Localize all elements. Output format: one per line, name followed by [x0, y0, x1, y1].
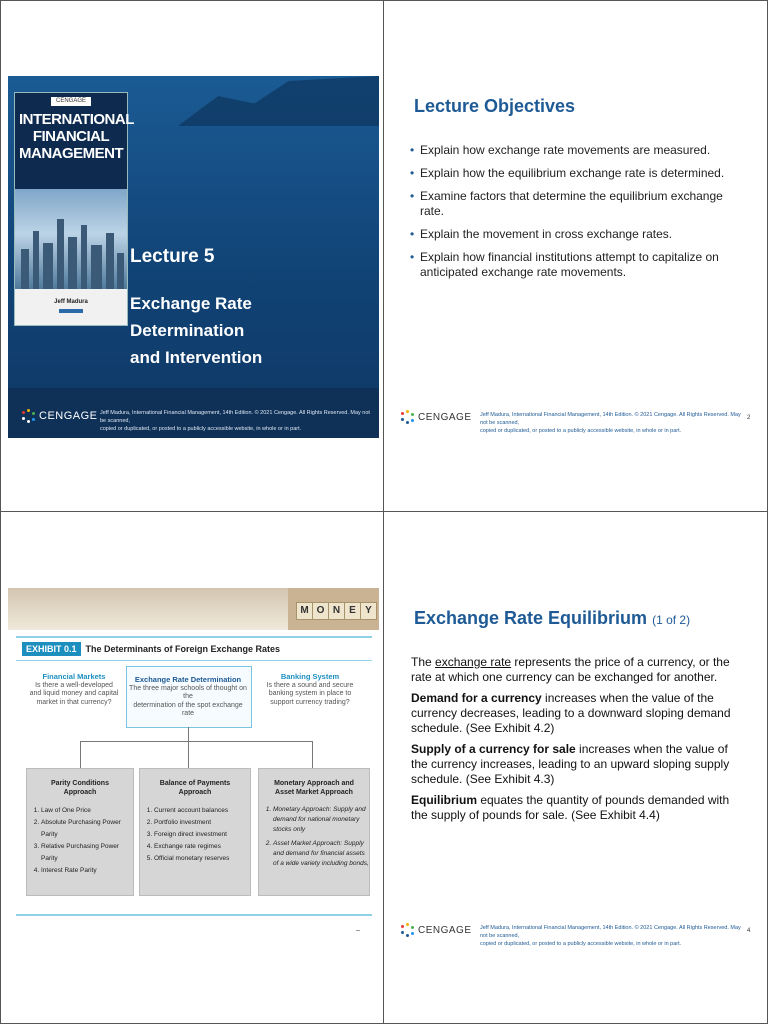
- list-item: 2. Portfolio investment: [154, 817, 250, 829]
- slide-2-title: Lecture Objectives: [414, 96, 576, 116]
- page-number: 2: [747, 415, 751, 421]
- paragraph: [411, 793, 746, 823]
- financial-markets-block: [26, 673, 122, 707]
- lecture-title-line: Exchange Rate Determination: [130, 294, 252, 340]
- cover-title-line: MANAGEMENT: [19, 145, 124, 162]
- cengage-logo: [22, 409, 98, 423]
- list-item: • Explain how the equilibrium exchange rate is determined.: [410, 166, 750, 181]
- list-item: 3. Relative Purchasing Power Parity: [41, 841, 133, 865]
- box-heading-line: Approach: [63, 789, 97, 796]
- lecture-number: Lecture 5: [130, 246, 215, 267]
- banking-system-block: [258, 673, 362, 707]
- block-heading: Banking System: [280, 672, 340, 681]
- list-item: • Explain the movement in cross exchange rates.: [410, 227, 750, 242]
- term-demand: Demand for a currency: [411, 691, 542, 705]
- slide-4-body: [411, 655, 746, 829]
- box-heading-line: Monetary Approach and: [274, 780, 354, 787]
- block-text-line: banking system in place to: [268, 690, 352, 697]
- slide-4-title-text: Exchange Rate Equilibrium: [414, 608, 648, 628]
- money-tile: E: [344, 602, 361, 620]
- lecture-title: [130, 290, 360, 371]
- slide-4-title-suffix: (1 of 2): [652, 613, 691, 627]
- copyright-line: Jeff Madura, International Financial Management, 14th Edition. © 2021 Cengage. All Rights Reserved. May not be scanned,: [480, 925, 741, 939]
- list-item: 1. Law of One Price: [41, 805, 133, 817]
- box-heading: [140, 779, 250, 797]
- monetary-asset-market-box: [258, 768, 370, 896]
- objectives-list: [410, 143, 750, 288]
- list-item: • Explain how financial institutions attempt to capitalize on anticipated exchange rate movements.: [410, 250, 750, 280]
- cengage-logo-text: CENGAGE: [418, 924, 472, 936]
- cover-publisher-logo: CENGAGE: [51, 97, 91, 106]
- paragraph-text: The: [411, 655, 436, 669]
- cengage-logo-icon: [401, 923, 415, 937]
- list-item: 3. Foreign direct investment: [154, 829, 250, 841]
- page-number: 4: [747, 928, 751, 934]
- money-tile: O: [312, 602, 329, 620]
- copyright-line: copied or duplicated, or posted to a publicly accessible website, in whole or in part.: [480, 428, 682, 434]
- cengage-logo: [401, 923, 472, 937]
- cover-title: [19, 111, 134, 162]
- header-photo: [8, 588, 288, 630]
- list-item: • Examine factors that determine the equilibrium exchange rate.: [410, 189, 750, 219]
- block-text-line: The three major schools of thought on the: [129, 684, 247, 700]
- exhibit-header: [22, 640, 280, 658]
- copyright-line: copied or duplicated, or posted to a publicly accessible website, in whole or in part.: [480, 941, 682, 947]
- cengage-logo: [401, 410, 472, 424]
- box-heading-line: Asset Market Approach: [275, 789, 353, 796]
- term-supply: Supply of a currency for sale: [411, 742, 576, 756]
- block-text-line: Is there a well-developed: [35, 681, 113, 689]
- exhibit-badge: EXHIBIT 0.1: [22, 642, 81, 656]
- horizontal-divider: [0, 511, 768, 512]
- exhibit-top-rule: [16, 636, 372, 638]
- paragraph: [411, 655, 746, 685]
- box-heading-line: Balance of Payments: [159, 780, 231, 787]
- cover-title-line: INTERNATIONAL: [19, 111, 134, 128]
- cengage-logo-icon: [22, 409, 36, 423]
- money-tile: Y: [360, 602, 377, 620]
- list-item: 4. Interest Rate Parity: [41, 865, 133, 877]
- list-item: • Explain how exchange rate movements are measured.: [410, 143, 750, 158]
- connector-line: [80, 741, 312, 742]
- cengage-logo-text: CENGAGE: [39, 410, 98, 422]
- block-text-line: determination of the spot exchange rate: [133, 701, 243, 717]
- exhibit-header-rule: [16, 660, 372, 661]
- paragraph: [411, 742, 746, 787]
- cover-author: Jeff Madura: [54, 299, 88, 305]
- term-exchange-rate: exchange rate: [435, 655, 512, 669]
- block-text-line: support currency trading?: [270, 698, 350, 706]
- paragraph-text: increases when the value of the currency decreases, leading to a downward sloping demand schedule. (See Exhibit 4.2): [411, 691, 731, 735]
- paragraph-text: represents the price of a currency, or the rate at which one currency can be exchanged for another.: [411, 655, 730, 684]
- box-heading: [259, 779, 369, 797]
- vertical-divider: [383, 0, 384, 1024]
- box-heading-line: Parity Conditions: [51, 780, 109, 787]
- box-list: [140, 805, 250, 865]
- cover-skyline-image: [15, 189, 127, 289]
- textbook-cover: [14, 92, 134, 326]
- parity-conditions-box: [26, 768, 134, 896]
- cover-title-line: FINANCIAL: [32, 128, 110, 145]
- block-heading: Exchange Rate Determination: [134, 675, 242, 684]
- list-item: 2. Absolute Purchasing Power Parity: [41, 817, 133, 841]
- cover-edition-badge: [59, 309, 83, 313]
- money-tile: M: [296, 602, 313, 620]
- slide-1-title: [8, 76, 379, 438]
- copyright-notice: [480, 924, 742, 948]
- paragraph-text: equates the quantity of pounds demanded with the supply of pounds for sale. (See Exhibit 4.4): [411, 793, 730, 822]
- slide-3-mark: [356, 930, 360, 931]
- money-tiles-photo: [288, 588, 379, 630]
- lecture-title-line: and Intervention: [130, 348, 263, 367]
- cengage-logo-icon: [401, 410, 415, 424]
- box-heading-line: Approach: [178, 789, 212, 796]
- copyright-notice: [100, 409, 370, 433]
- paragraph: [411, 691, 746, 736]
- list-item: 1. Monetary Approach: Supply and demand for national monetary stocks only: [273, 805, 369, 835]
- copyright-line: Jeff Madura, International Financial Management, 14th Edition. © 2021 Cengage. All Rights Reserved. May not be scanned,: [100, 410, 370, 424]
- list-item: 5. Official monetary reserves: [154, 853, 250, 865]
- cengage-logo-text: CENGAGE: [418, 411, 472, 423]
- connector-line: [80, 741, 81, 768]
- money-tile: N: [328, 602, 345, 620]
- block-text-line: market in that currency?: [36, 698, 112, 706]
- slide-3-exhibit: [8, 588, 379, 936]
- list-item: 4. Exchange rate regimes: [154, 841, 250, 853]
- copyright-line: Jeff Madura, International Financial Management, 14th Edition. © 2021 Cengage. All Rights Reserved. May not be scanned,: [480, 412, 741, 426]
- balance-of-payments-box: [139, 768, 251, 896]
- box-list: [27, 805, 133, 877]
- exhibit-bottom-rule: [16, 914, 372, 916]
- paragraph-text: increases when the value of the currency increases, leading to an upward sloping supply schedule. (See Exhibit 4.3): [411, 742, 730, 786]
- copyright-line: copied or duplicated, or posted to a publicly accessible website, in whole or in part.: [100, 426, 302, 432]
- list-item: 2. Asset Market Approach: Supply and demand for financial assets of a wide variety including bonds,: [273, 839, 369, 869]
- block-text-line: Is there a sound and secure: [266, 681, 354, 689]
- box-list: [259, 805, 369, 869]
- connector-line: [312, 741, 313, 768]
- cover-footer: [15, 289, 127, 325]
- exchange-rate-determination-block: [128, 676, 248, 719]
- term-equilibrium: Equilibrium: [411, 793, 477, 807]
- list-item: 1. Current account balances: [154, 805, 250, 817]
- exhibit-title: The Determinants of Foreign Exchange Rates: [85, 644, 281, 654]
- connector-line: [188, 727, 189, 741]
- connector-line: [188, 741, 189, 768]
- block-heading: Financial Markets: [42, 672, 106, 681]
- box-heading: [27, 779, 133, 797]
- slide-4-title: [414, 608, 690, 629]
- block-text-line: and liquid money and capital: [29, 690, 119, 697]
- copyright-notice: [480, 411, 742, 435]
